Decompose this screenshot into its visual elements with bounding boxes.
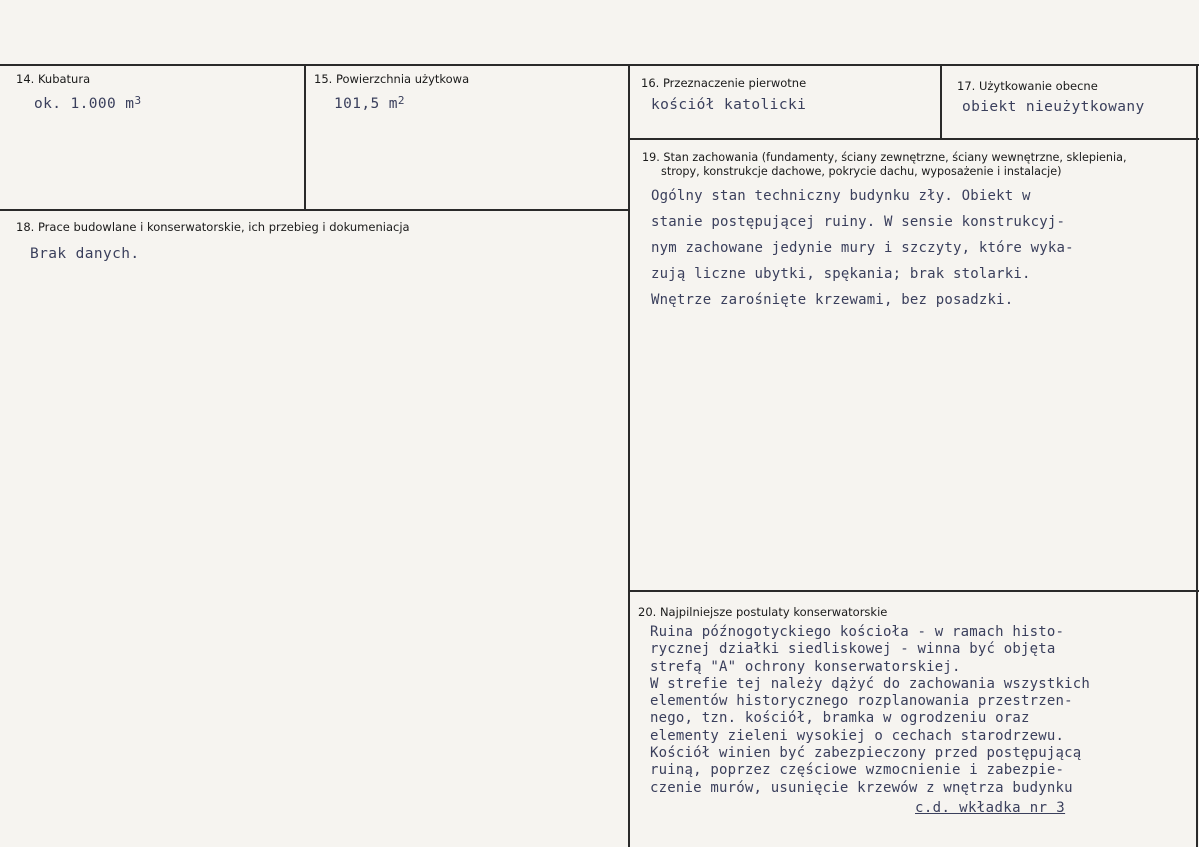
powierzchnia-exponent: 2 (397, 94, 405, 107)
postulaty-text (650, 624, 1090, 797)
przeznaczenie-label: 16. Przeznaczenie pierwotne (641, 76, 807, 90)
przeznaczenie-value: kościół katolicki (651, 97, 807, 113)
postulaty-line: strefą "A" ochrony konserwatorskiej. (650, 658, 961, 675)
postulaty-label: 20. Najpilniejsze postulaty konserwatorskie (638, 605, 888, 619)
rule-below-19 (628, 590, 1199, 592)
rule-below-14-15 (0, 209, 630, 211)
stan-label-line1: 19. Stan zachowania (fundamenty, ściany zewnętrzne, ściany wewnętrzne, sklepienia, (642, 151, 1127, 164)
prace-label: 18. Prace budowlane i konserwatorskie, ich przebieg i dokumeniacja (16, 220, 410, 234)
kubatura-value (34, 96, 141, 112)
stan-text (651, 183, 1074, 313)
divider-15-16 (628, 64, 630, 847)
stan-label-line2: stropy, konstrukcje dachowe, pokrycie dachu, wyposażenie i instalacje) (661, 165, 1062, 178)
uzytkowanie-label: 17. Użytkowanie obecne (957, 79, 1098, 93)
stan-line: stanie postępującej ruiny. W sensie konstrukcyj- (651, 214, 1066, 230)
kubatura-number: ok. 1.000 m (34, 96, 135, 112)
rule-below-16-17 (628, 138, 1199, 140)
postulaty-line: W strefie tej należy dążyć do zachowania wszystkich (650, 675, 1091, 692)
continuation-reference: c.d. wkładka nr 3 (915, 800, 1066, 816)
prace-value: Brak danych. (30, 246, 140, 262)
uzytkowanie-value: obiekt nieużytkowany (962, 99, 1145, 115)
top-rule (0, 64, 1199, 66)
postulaty-line: Kościół winien być zabezpieczony przed postępującą (650, 745, 1082, 762)
powierzchnia-label: 15. Powierzchnia użytkowa (314, 72, 470, 86)
powierzchnia-value (334, 96, 405, 112)
postulaty-line: rycznej działki siedliskowej - winna być objęta (650, 641, 1056, 658)
stan-line: Ogólny stan techniczny budynku zły. Obiekt w (651, 188, 1031, 204)
powierzchnia-number: 101,5 m (334, 96, 398, 112)
stan-line: nym zachowane jedynie mury i szczyty, które wyka- (651, 240, 1074, 256)
postulaty-line: elementy zieleni wysokiej o cechach starodrzewu. (650, 727, 1065, 744)
postulaty-line: czenie murów, usunięcie krzewów z wnętrza budynku (650, 779, 1073, 796)
kubatura-label: 14. Kubatura (16, 72, 91, 86)
postulaty-line: Ruina późnogotyckiego kościoła - w ramach histo- (650, 624, 1065, 640)
stan-line: zują liczne ubytki, spękania; brak stolarki. (651, 266, 1031, 282)
right-border (1196, 64, 1198, 847)
divider-16-17 (940, 64, 942, 140)
postulaty-line: nego, tzn. kościół, bramka w ogrodzeniu oraz (650, 710, 1030, 727)
stan-line: Wnętrze zarośnięte krzewami, bez posadzki. (651, 292, 1014, 308)
kubatura-exponent: 3 (134, 94, 142, 107)
postulaty-line: elementów historycznego rozplanowania przestrzen- (650, 693, 1073, 710)
postulaty-line: ruiną, poprzez częściowe wzmocnienie i zabezpie- (650, 762, 1065, 779)
divider-14-15 (304, 64, 306, 211)
